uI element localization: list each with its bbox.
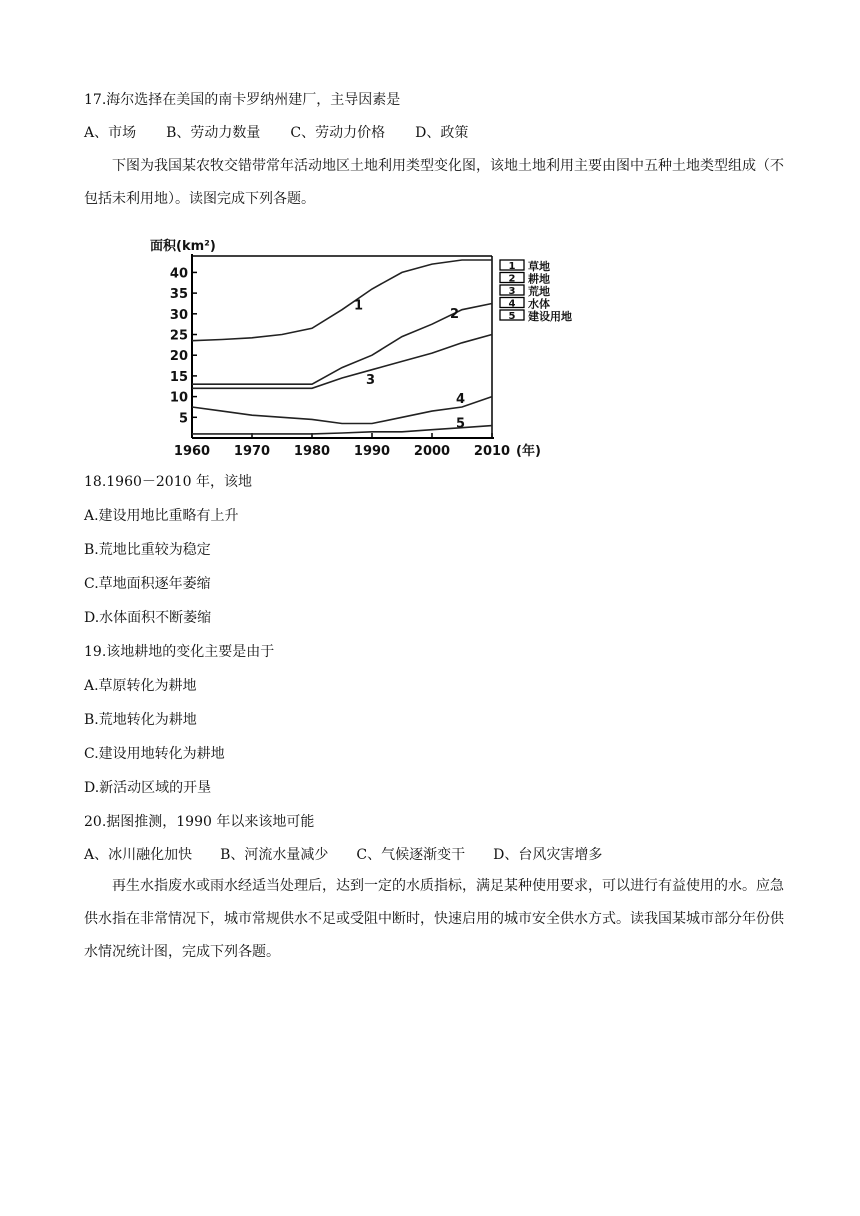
legend-label-4: 水体 <box>528 297 550 311</box>
region-label-5: 5 <box>456 416 466 432</box>
boundary-line-5 <box>192 426 492 434</box>
legend-number-5: 5 <box>508 311 516 322</box>
x-tick-label: 2000 <box>413 444 451 458</box>
y-tick-label: 30 <box>169 307 188 323</box>
question-18-option-b: B.荒地比重较为稳定 <box>84 542 211 558</box>
option-c: C、劳动力价格 <box>290 125 386 141</box>
y-tick-label: 5 <box>178 411 188 427</box>
question-19-option-d: D.新活动区域的开垦 <box>84 780 212 796</box>
y-tick-label: 10 <box>169 390 188 406</box>
question-19-stem: 19.该地耕地的变化主要是由于 <box>84 644 275 660</box>
option-b: B、劳动力数量 <box>166 125 261 141</box>
x-tick-label: 1990 <box>353 444 391 458</box>
question-19-option-b: B.荒地转化为耕地 <box>84 712 197 728</box>
question-19-option-a: A.草原转化为耕地 <box>84 678 197 694</box>
x-tick-label: 1980 <box>293 444 331 458</box>
legend-number-3: 3 <box>508 286 516 297</box>
question-17-stem: 17.海尔选择在美国的南卡罗纳州建厂，主导因素是 <box>84 92 401 108</box>
intro-paragraph-1: 下图为我国某农牧交错带常年活动地区土地利用类型变化图，该地土地利用主要由图中五种土地类型组成（不包括未利用地）。读图完成下列各题。 <box>84 158 784 207</box>
option-a: A、冰川融化加快 <box>84 847 193 863</box>
legend-label-3: 荒地 <box>528 285 550 298</box>
question-20-stem: 20.据图推测，1990 年以来该地可能 <box>84 814 315 830</box>
question-17-options <box>84 123 468 143</box>
boundary-line-1 <box>192 260 492 341</box>
intro-paragraph-2: 再生水指废水或雨水经适当处理后，达到一定的水质指标，满足某种使用要求，可以进行有益使用的水。应急供水指在非常情况下，城市常规供水不足或受阻中断时，快速启用的城市安全供水方式。读我国某城市部分年份供水情况统计图，完成下列各题。 <box>84 878 784 960</box>
y-tick-label: 25 <box>169 328 188 344</box>
boundary-line-2 <box>192 304 492 385</box>
boundary-line-4 <box>192 397 492 424</box>
region-label-3: 3 <box>366 373 376 389</box>
option-d: D、台风灾害增多 <box>493 847 603 863</box>
option-c: C、气候逐渐变干 <box>356 847 466 863</box>
option-b: B、河流水量减少 <box>220 847 329 863</box>
question-18-option-a: A.建设用地比重略有上升 <box>84 508 239 524</box>
legend-number-2: 2 <box>508 273 516 285</box>
option-a: A、市场 <box>84 125 137 141</box>
y-axis-label: 面积(km²) <box>150 239 216 254</box>
x-tick-label: 1960 <box>173 444 211 458</box>
question-18-option-d: D.水体面积不断萎缩 <box>84 610 212 626</box>
legend-label-5: 建设用地 <box>528 310 572 323</box>
legend-number-4: 4 <box>508 298 516 310</box>
y-tick-label: 15 <box>169 369 188 385</box>
land-use-chart <box>150 230 610 458</box>
question-18-stem: 18.1960－2010 年，该地 <box>84 474 252 490</box>
option-d: D、政策 <box>415 125 469 141</box>
legend-label-2: 耕地 <box>528 272 550 286</box>
question-19-option-c: C.建设用地转化为耕地 <box>84 746 225 762</box>
x-axis-label: (年) <box>516 444 541 458</box>
legend-number-1: 1 <box>508 261 516 272</box>
question-20-options <box>84 845 602 865</box>
question-18-option-c: C.草地面积逐年萎缩 <box>84 576 211 592</box>
x-tick-label: 2010 <box>473 444 511 458</box>
region-label-2: 2 <box>450 306 460 322</box>
boundary-line-3 <box>192 335 492 389</box>
x-tick-label: 1970 <box>233 444 271 458</box>
y-tick-label: 40 <box>169 266 188 282</box>
y-tick-label: 35 <box>169 287 188 303</box>
legend-label-1: 草地 <box>528 260 550 273</box>
region-label-4: 4 <box>456 391 466 407</box>
y-tick-label: 20 <box>169 349 188 365</box>
region-label-1: 1 <box>354 298 364 314</box>
